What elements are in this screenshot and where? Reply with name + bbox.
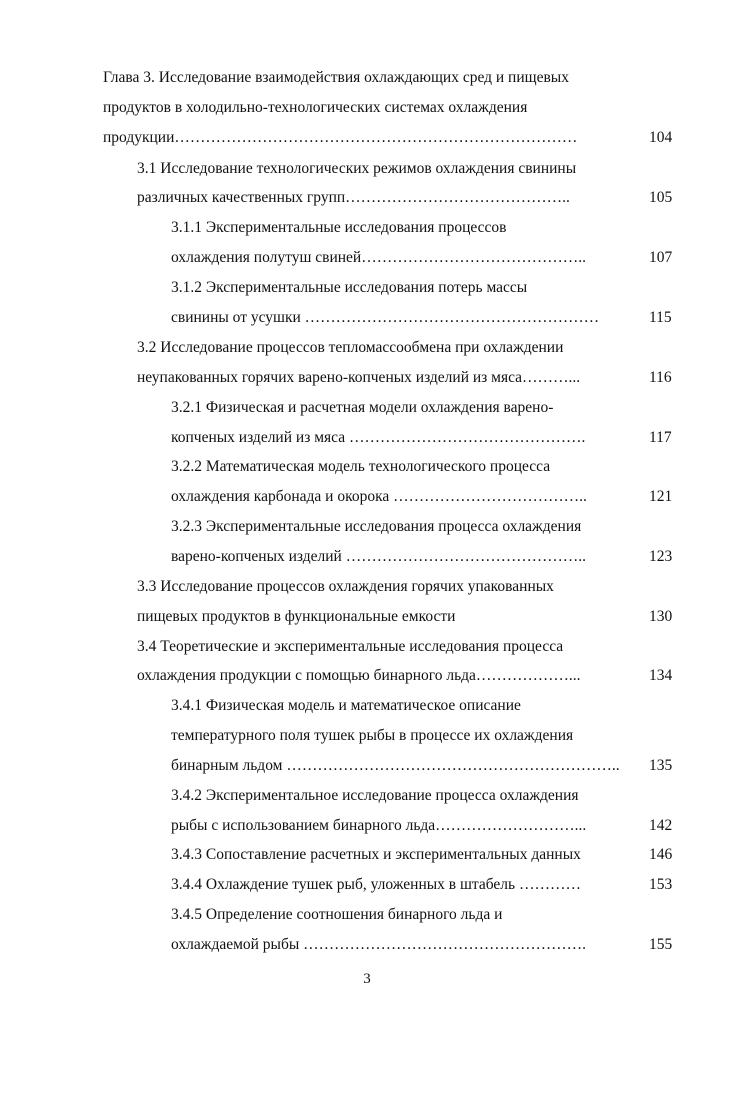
toc-section-3-4-line-2[interactable]: охлаждения продукции с помощью бинарного льда………………... [137,667,581,684]
toc-section-3-2-1-line-1[interactable]: 3.2.1 Физическая и расчетная модели охлаждения варено- [171,399,554,416]
toc-section-3-4-2-line-2[interactable]: рыбы с использованием бинарного льда………………………... [171,817,587,834]
toc-section-3-4-4-page: 153 [649,876,673,893]
page-number: 3 [363,971,371,987]
toc-section-3-1-2-line-2[interactable]: свинины от усушки ………………………………………………… [171,309,600,326]
toc-section-3-2-1-page: 117 [649,429,672,446]
toc-section-3-2-line-1[interactable]: 3.2 Исследование процессов тепломассообмена при охлаждении [137,339,564,356]
toc-section-3-2-2-line-1[interactable]: 3.2.2 Математическая модель технологического процесса [171,458,551,475]
toc-section-3-4-page: 134 [649,667,673,684]
toc-section-3-4-1-line-1[interactable]: 3.4.1 Физическая модель и математическое описание [171,697,521,714]
toc-section-3-4-1-line-3[interactable]: бинарным льдом ……………………………………………………….. [171,757,620,774]
toc-section-3-3-page: 130 [649,608,673,625]
toc-section-3-2-2-line-2[interactable]: охлаждения карбонада и окорока ……………………………….. [171,488,587,505]
toc-section-3-4-2-line-1[interactable]: 3.4.2 Экспериментальное исследование процесса охлаждения [171,787,579,804]
toc-section-3-4-4-line-1[interactable]: 3.4.4 Охлаждение тушек рыб, уложенных в штабель ………… [171,876,581,893]
toc-chapter-3-title-line-1[interactable]: Глава 3. Исследование взаимодействия охлаждающих сред и пищевых [103,69,569,86]
toc-section-3-3-line-2[interactable]: пищевых продуктов в функциональные емкости [137,608,456,625]
toc-section-3-1-1-line-1[interactable]: 3.1.1 Экспериментальные исследования процессов [171,219,507,236]
toc-section-3-4-1-page: 135 [649,757,673,774]
toc-section-3-1-1-line-2[interactable]: охлаждения полутуш свиней…………………………………….. [171,249,586,266]
toc-section-3-1-1-page: 107 [649,249,673,266]
toc-section-3-2-3-line-2[interactable]: варено-копченых изделий ……………………………………….. [171,548,586,565]
toc-chapter-3-title-line-3[interactable]: продукции…………………………………………………………………… [103,129,578,146]
toc-section-3-2-2-page: 121 [649,488,673,505]
toc-section-3-2-3-page: 123 [649,548,673,565]
toc-section-3-4-line-1[interactable]: 3.4 Теоретические и экспериментальные исследования процесса [137,638,564,655]
toc-section-3-2-3-line-1[interactable]: 3.2.3 Экспериментальные исследования процесса охлаждения [171,518,582,535]
toc-section-3-1-2-page: 115 [649,309,672,326]
toc-section-3-2-line-2[interactable]: неупакованных горячих варено-копченых изделий из мяса………... [137,369,581,386]
toc-section-3-4-3-line-1[interactable]: 3.4.3 Сопоставление расчетных и экспериментальных данных [171,846,581,863]
toc-section-3-1-page: 105 [649,189,673,206]
toc-section-3-4-3-page: 146 [649,846,673,863]
toc-section-3-3-line-1[interactable]: 3.3 Исследование процессов охлаждения горячих упакованных [137,578,554,595]
toc-chapter-3-title-line-2[interactable]: продуктов в холодильно-технологических системах охлаждения [103,99,528,116]
toc-section-3-2-page: 116 [649,369,672,386]
toc-section-3-4-5-line-2[interactable]: охлаждаемой рыбы ………………………………………………. [171,936,587,953]
toc-section-3-1-line-1[interactable]: 3.1 Исследование технологических режимов охлаждения свинины [137,160,577,177]
toc-chapter-3-page: 104 [649,129,673,146]
toc-section-3-1-line-2[interactable]: различных качественных групп…………………………………….. [137,189,570,206]
toc-section-3-4-5-page: 155 [649,936,673,953]
toc-section-3-4-2-page: 142 [649,817,673,834]
toc-section-3-1-2-line-1[interactable]: 3.1.2 Экспериментальные исследования потерь массы [171,279,528,296]
toc-section-3-4-1-line-2[interactable]: температурного поля тушек рыбы в процессе их охлаждения [171,727,574,744]
toc-section-3-2-1-line-2[interactable]: копченых изделий из мяса ………………………………………. [171,429,586,446]
toc-section-3-4-5-line-1[interactable]: 3.4.5 Определение соотношения бинарного льда и [171,906,503,923]
